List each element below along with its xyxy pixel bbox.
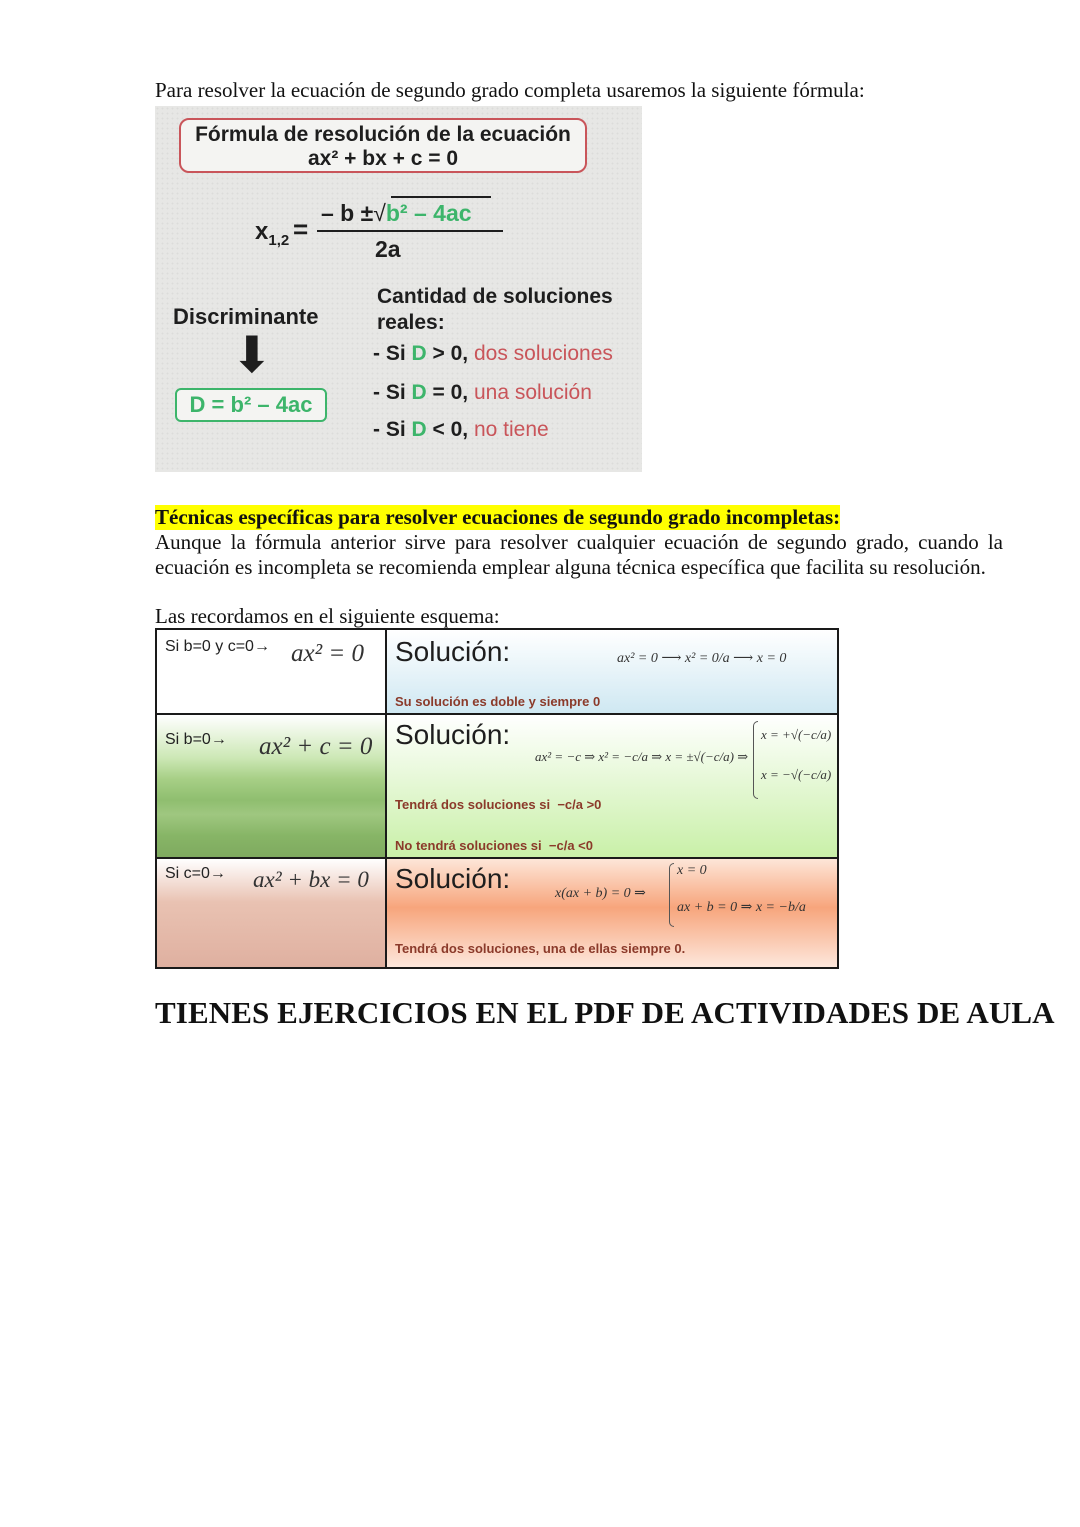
- discriminant-label: Discriminante: [173, 304, 319, 329]
- formula-title-box: [179, 118, 587, 173]
- row3-condition: Si c=0→: [165, 865, 226, 882]
- formula-image: [155, 106, 642, 472]
- row2-condition-cell: [157, 715, 387, 859]
- row3-brace: [669, 863, 674, 927]
- row2-solution-title: Solución:: [395, 719, 511, 750]
- down-arrow-icon: ⬇: [231, 327, 273, 383]
- row1-solution-cell: [387, 630, 837, 715]
- scheme-intro: Las recordamos en el siguiente esquema:: [155, 604, 500, 628]
- row2-condition: Si b=0→: [165, 731, 227, 748]
- sqrt-sign: √: [373, 200, 386, 226]
- row2-equation: ax² + c = 0: [259, 733, 373, 760]
- section-paragraph: Aunque la fórmula anterior sirve para resolver cualquier ecuación de segundo grado, cuando la ecuación es incompleta se recomienda emplear alguna técnica específica que facilita su resolución.: [155, 530, 1003, 579]
- sqrt-bar: [391, 196, 491, 198]
- intro-paragraph: Para resolver la ecuación de segundo grado completa usaremos la siguiente fórmula:: [155, 78, 865, 102]
- case-negative: - Si D < 0, no tiene: [373, 418, 549, 441]
- row2-branch-1: x = +√(−c/a): [761, 727, 832, 742]
- case-positive: - Si D > 0, dos soluciones: [373, 342, 613, 365]
- closing-heading: TIENES EJERCICIOS EN EL PDF DE ACTIVIDADES DE AULA: [155, 995, 1055, 1030]
- solutions-heading: Cantidad de soluciones reales:: [377, 285, 613, 334]
- row2-note-1-value: −c/a >0: [557, 797, 602, 812]
- case-zero: - Si D = 0, una solución: [373, 381, 592, 404]
- row2-solution-expr: ax² = −c ⇒ x² = −c/a ⇒ x = ±√(−c/a) ⇒: [535, 749, 749, 764]
- row2-note-2: No tendrá soluciones si −c/a <0: [395, 838, 593, 853]
- row2-brace: [753, 721, 758, 799]
- row3-branch-1: x = 0: [677, 863, 707, 878]
- section-title: Técnicas específicas para resolver ecuaciones de segundo grado incompletas:: [155, 505, 841, 529]
- row2-solution-cell: [387, 715, 837, 859]
- row3-note: Tendrá dos soluciones, una de ellas siempre 0.: [395, 941, 686, 956]
- row3-solution-expr: x(ax + b) = 0 ⇒: [555, 886, 646, 901]
- formula-title-line2: ax² + bx + c = 0: [307, 147, 458, 170]
- row3-equation: ax² + bx = 0: [253, 867, 369, 892]
- row3-condition-cell: [157, 859, 387, 967]
- row3-branch-2: ax + b = 0 ⇒ x = −b/a: [677, 900, 806, 915]
- formula-title-line1: Fórmula de resolución de la ecuación: [195, 123, 571, 146]
- x-label: $x_{1,2}$: [255, 218, 290, 249]
- row1-solution-title: Solución:: [395, 636, 511, 667]
- row2-note-1: Tendrá dos soluciones si −c/a >0: [395, 797, 602, 812]
- fraction-line: [317, 230, 503, 232]
- row1-solution-expr: ax² = 0 ⟶ x² = 0/a ⟶ x = 0: [617, 651, 787, 666]
- row2-note-2-value: −c/a <0: [548, 838, 593, 853]
- denominator: 2a: [375, 236, 401, 262]
- radicand: b² – 4ac: [385, 200, 472, 226]
- row1-equation: ax² = 0: [291, 640, 364, 667]
- numerator-prefix: – b ±: [321, 200, 374, 226]
- row3-solution-cell: [387, 859, 837, 967]
- numerator: [321, 200, 472, 227]
- row3-solution-title: Solución:: [395, 863, 511, 894]
- row1-condition: Si b=0 y c=0→: [165, 638, 270, 655]
- scheme-table: [155, 628, 839, 969]
- row2-branch-2: x = −√(−c/a): [761, 767, 832, 782]
- row1-note: Su solución es doble y siempre 0: [395, 694, 601, 709]
- equals-sign: =: [293, 214, 309, 244]
- discriminant-formula: D = b² – 4ac: [175, 388, 327, 422]
- row1-condition-cell: [157, 630, 387, 715]
